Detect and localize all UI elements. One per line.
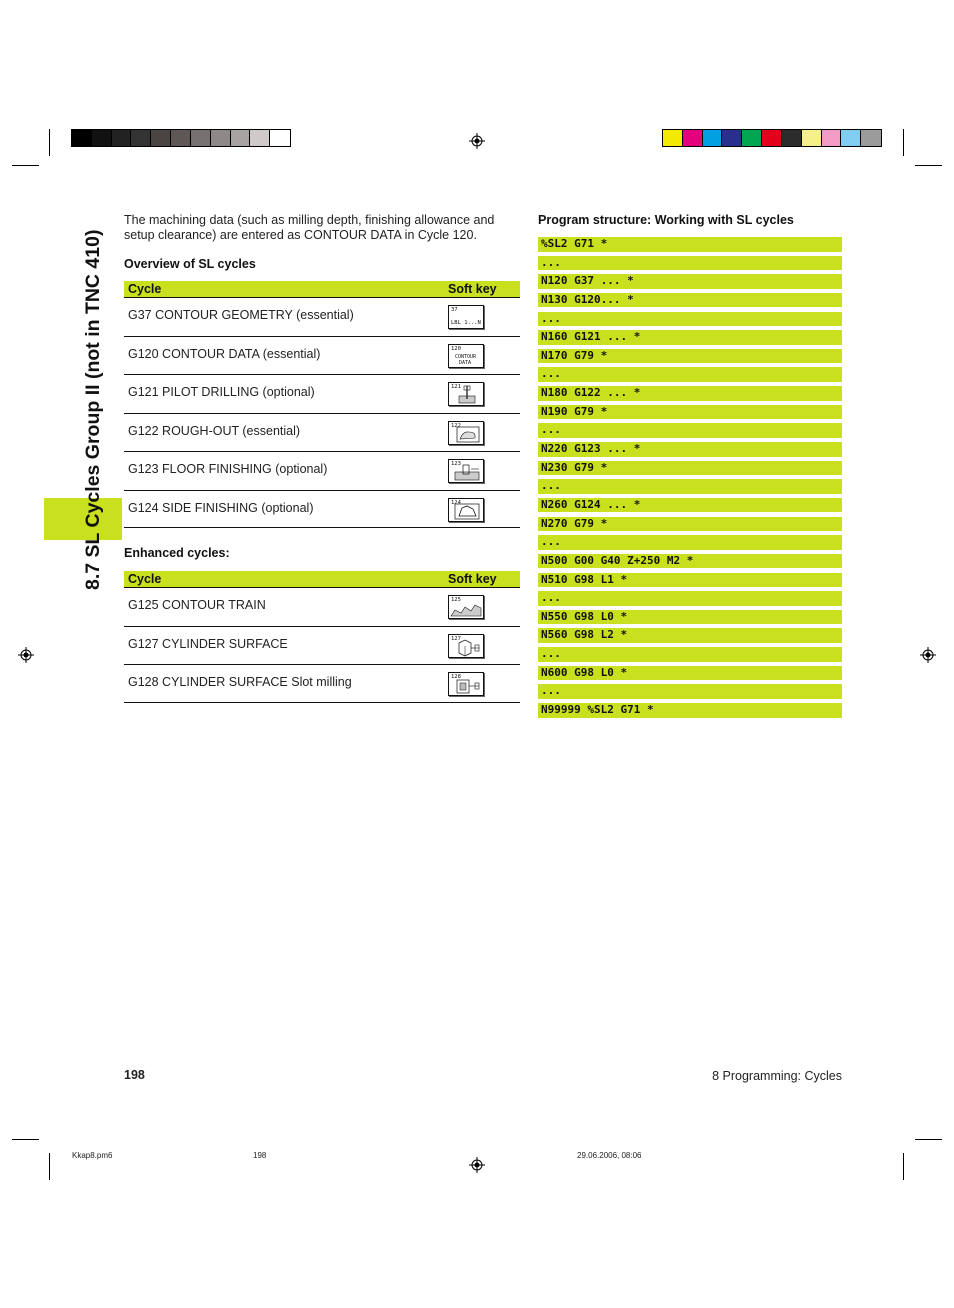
grayscale-swatch [151, 130, 171, 146]
crop-mark-top-right-h [915, 165, 942, 166]
program-line: ... [538, 684, 842, 699]
svg-text:DATA: DATA [459, 359, 472, 366]
softkey-button[interactable] [448, 672, 484, 696]
crop-mark-top-right-v [903, 129, 904, 156]
cycle-label: G123 FLOOR FINISHING (optional) [128, 462, 328, 477]
program-line: ... [538, 647, 842, 662]
crop-mark-bottom-right-h [915, 1139, 942, 1140]
softkey-button[interactable] [448, 305, 484, 329]
program-line: ... [538, 312, 842, 327]
chapter-footer: 8 Programming: Cycles [712, 1069, 842, 1083]
program-line: N180 G122 ... * [538, 386, 842, 401]
overview-table-header [124, 281, 520, 297]
registration-mark-right [920, 647, 936, 663]
softkey-button[interactable] [448, 459, 484, 483]
cycle-label: G120 CONTOUR DATA (essential) [128, 346, 321, 361]
color-swatch [663, 130, 683, 146]
cycle-label: G122 ROUGH-OUT (essential) [128, 423, 301, 438]
program-line: N500 G00 G40 Z+250 M2 * [538, 554, 842, 569]
program-line: %SL2 G71 * [538, 237, 842, 252]
overview-table [124, 281, 520, 528]
cycle-row [124, 374, 520, 413]
slug-page: 198 [253, 1151, 267, 1160]
color-swatch [822, 130, 842, 146]
crop-mark-bottom-left-h [12, 1139, 39, 1140]
color-swatch [841, 130, 861, 146]
program-line: ... [538, 479, 842, 494]
grayscale-swatch [191, 130, 211, 146]
program-line: N160 G121 ... * [538, 330, 842, 345]
softkey-number: 125 [451, 597, 461, 604]
color-bar [662, 129, 882, 147]
cycle-label: G37 CONTOUR GEOMETRY (essential) [128, 308, 354, 323]
softkey-button[interactable] [448, 344, 484, 368]
cycle-row [124, 664, 520, 703]
color-swatch [802, 130, 822, 146]
grayscale-bar [71, 129, 291, 147]
grayscale-swatch [270, 130, 290, 146]
softkey-number: 124 [451, 499, 461, 506]
cycle-row [124, 336, 520, 375]
program-line: N220 G123 ... * [538, 442, 842, 457]
softkey-button[interactable] [448, 421, 484, 445]
crop-mark-top-left-v [49, 129, 50, 156]
cycle-row [124, 413, 520, 452]
enhanced-table [124, 571, 520, 703]
cycle-row [124, 490, 520, 529]
program-line: ... [538, 423, 842, 438]
grayscale-swatch [72, 130, 92, 146]
program-line: ... [538, 367, 842, 382]
cycle-row [124, 451, 520, 490]
program-listing [538, 237, 842, 722]
registration-mark-left [18, 647, 34, 663]
grayscale-swatch [92, 130, 112, 146]
grayscale-swatch [211, 130, 231, 146]
softkey-number: 123 [451, 461, 461, 468]
softkey-button[interactable] [448, 634, 484, 658]
color-swatch [722, 130, 742, 146]
softkey-number: 122 [451, 422, 461, 429]
column-header-cycle: Cycle [128, 572, 162, 586]
grayscale-swatch [231, 130, 251, 146]
grayscale-swatch [250, 130, 270, 146]
section-title: 8.7 SL Cycles Group II (not in TNC 410) [82, 229, 104, 590]
program-line: ... [538, 535, 842, 550]
cycle-label: G127 CYLINDER SURFACE [128, 636, 288, 651]
enhanced-table-header [124, 571, 520, 587]
crop-mark-bottom-right-v [903, 1153, 904, 1180]
color-swatch [861, 130, 881, 146]
program-line: N600 G98 L0 * [538, 666, 842, 681]
softkey-number: 37 [451, 307, 458, 314]
column-header-softkey: Soft key [448, 282, 497, 296]
program-line: N99999 %SL2 G71 * [538, 703, 842, 718]
cycle-label: G125 CONTOUR TRAIN [128, 598, 266, 613]
cycle-label: G124 SIDE FINISHING (optional) [128, 500, 314, 515]
program-line: ... [538, 591, 842, 606]
crop-mark-top-left-h [12, 165, 39, 166]
program-line: N550 G98 L0 * [538, 610, 842, 625]
softkey-number: 127 [451, 635, 461, 642]
grayscale-swatch [171, 130, 191, 146]
cycle-label: G121 PILOT DRILLING (optional) [128, 385, 315, 400]
svg-text:CONTOUR: CONTOUR [455, 353, 477, 360]
program-line: N130 G120... * [538, 293, 842, 308]
slug-datetime: 29.06.2006, 08:06 [577, 1151, 642, 1160]
color-swatch [683, 130, 703, 146]
cycle-row [124, 297, 520, 336]
grayscale-swatch [112, 130, 132, 146]
program-line: N260 G124 ... * [538, 498, 842, 513]
color-swatch [762, 130, 782, 146]
program-line: N270 G79 * [538, 517, 842, 532]
column-header-softkey: Soft key [448, 572, 497, 586]
registration-mark-bottom [469, 1157, 485, 1173]
program-line: N510 G98 L1 * [538, 573, 842, 588]
color-swatch [703, 130, 723, 146]
registration-mark-top [469, 133, 485, 149]
program-line: N170 G79 * [538, 349, 842, 364]
cycle-row [124, 626, 520, 665]
program-line: N190 G79 * [538, 405, 842, 420]
program-line: N560 G98 L2 * [538, 628, 842, 643]
page-number: 198 [124, 1068, 145, 1082]
column-header-cycle: Cycle [128, 282, 162, 296]
enhanced-heading: Enhanced cycles: [124, 546, 230, 560]
softkey-button[interactable] [448, 595, 484, 619]
softkey-button[interactable] [448, 498, 484, 522]
cycle-label: G128 CYLINDER SURFACE Slot milling [128, 675, 352, 690]
slug-file: Kkap8.pm6 [72, 1151, 113, 1160]
program-line: ... [538, 256, 842, 271]
overview-heading: Overview of SL cycles [124, 257, 256, 271]
crop-mark-bottom-left-v [49, 1153, 50, 1180]
softkey-button[interactable] [448, 382, 484, 406]
softkey-number: 128 [451, 674, 461, 681]
grayscale-swatch [131, 130, 151, 146]
color-swatch [782, 130, 802, 146]
svg-text:LBL 1...N: LBL 1...N [451, 320, 481, 327]
intro-text: The machining data (such as milling depth, finishing allowance and setup clearance) are entered as CONTOUR DATA in Cycle 120. [124, 213, 495, 242]
cycle-row [124, 587, 520, 626]
program-line: N230 G79 * [538, 461, 842, 476]
color-swatch [742, 130, 762, 146]
softkey-number: 121 [451, 384, 461, 391]
softkey-number: 120 [451, 345, 461, 352]
program-line: N120 G37 ... * [538, 274, 842, 289]
program-heading: Program structure: Working with SL cycles [538, 213, 794, 227]
